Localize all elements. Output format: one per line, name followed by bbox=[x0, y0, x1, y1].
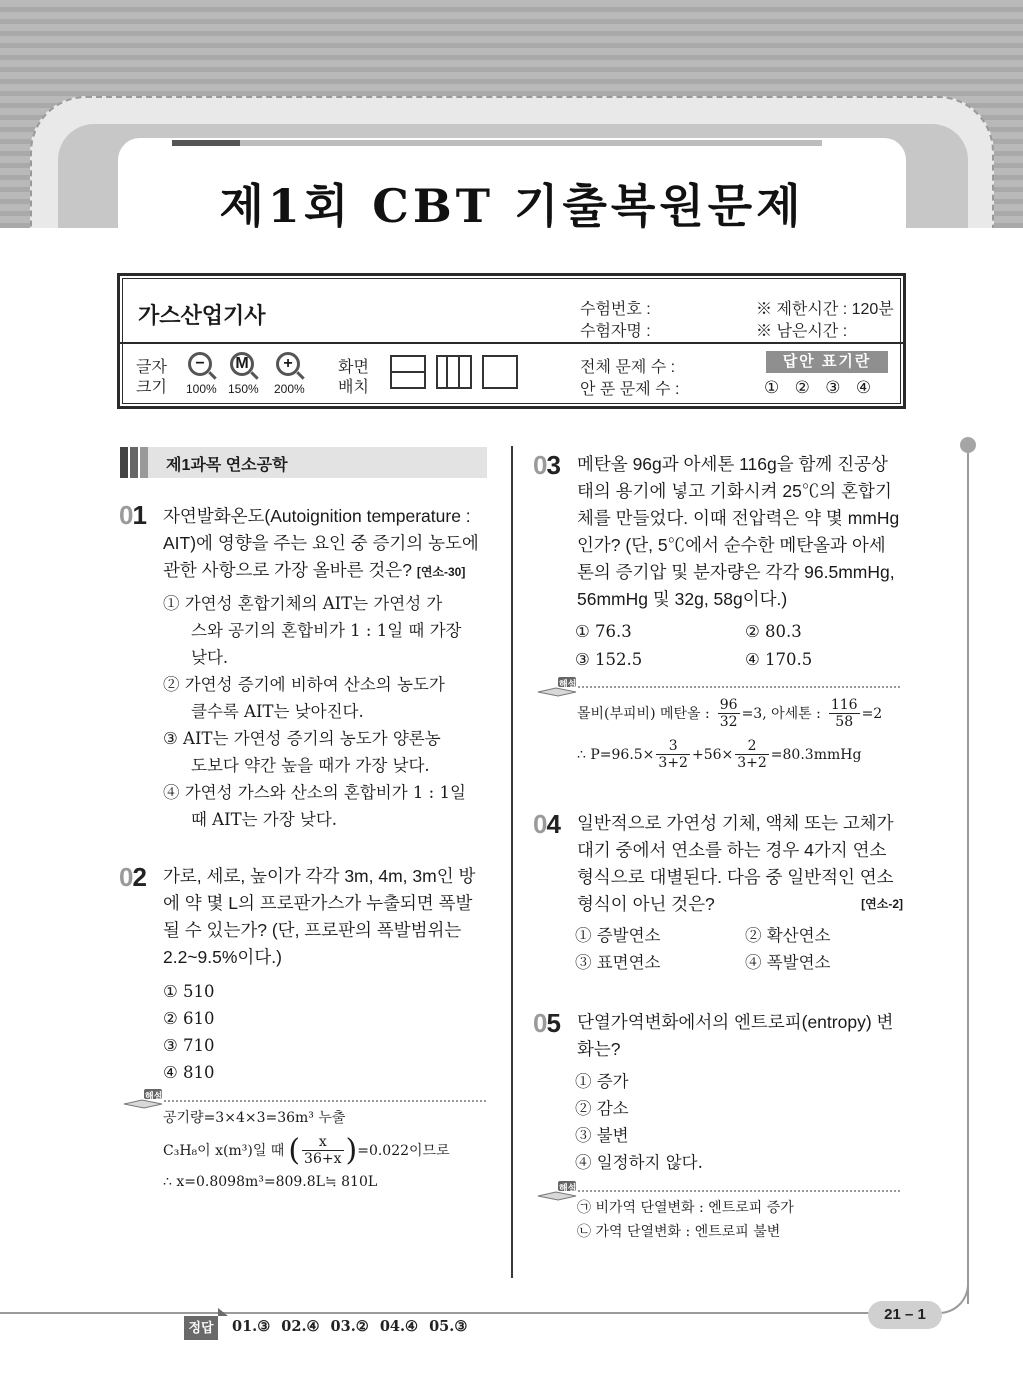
solution-divider bbox=[578, 1190, 900, 1192]
question-04-option-1[interactable]: ① 증발연소 bbox=[575, 926, 661, 945]
zoom-medium-icon[interactable]: M bbox=[230, 352, 254, 376]
layout-vertical-split-icon[interactable] bbox=[436, 355, 472, 389]
answer-key: 01.③ 02.④ 03.② 04.④ 05.③ bbox=[232, 1318, 468, 1335]
question-05-options[interactable]: ① 증가 ② 감소 ③ 불변 ④ 일정하지 않다. bbox=[575, 1072, 703, 1172]
question-03-option-2[interactable]: ② 80.3 bbox=[745, 622, 802, 641]
question-04-option-3[interactable]: ③ 표면연소 bbox=[575, 953, 661, 972]
solution-icon-text: 해설 bbox=[145, 1091, 163, 1101]
question-01-text: 자연발화온도(Autoignition temperature : AIT)에 영향을 주는 요인 중 증기의 농도에 관한 사항으로 가장 올바른 것은? [연소-30] bbox=[163, 506, 479, 580]
subject-title: 제1과목 연소공학 bbox=[166, 457, 288, 474]
font-size-label-2: 크기 bbox=[136, 379, 167, 396]
cbt-info-panel bbox=[117, 273, 906, 409]
zoom-200-label: 200% bbox=[274, 382, 305, 396]
solution-icon-text: 해설 bbox=[559, 679, 577, 689]
question-01-options[interactable]: ① 가연성 혼합기체의 AIT는 가연성 가 스와 공기의 혼합비가 1 : 1일 때 가장 낮다. ② 가연성 증기에 비하여 산소의 농도가 클수록 AIT는 낮아진다. ③ AIT는 가연성 증기의 농도가 양론농 도보다 약간 높을 때가 가장 낮다. ④ 가연성 가스와 산소의 혼합비가 1 : 1일 때 AIT는 가장 낮다. bbox=[163, 594, 466, 829]
title-accent-light bbox=[240, 140, 822, 146]
subject-marker bbox=[120, 447, 152, 478]
solution-icon-text: 해설 bbox=[559, 1183, 577, 1193]
exam-name: 가스산업기사 bbox=[138, 303, 266, 328]
question-02-solution-line2: C₃H₈이 x(m³)일 때 ( $\frac{x}{36+x}$ ) =0.022이므로 bbox=[163, 1132, 450, 1168]
question-04-option-2[interactable]: ② 확산연소 bbox=[745, 926, 831, 945]
total-questions-label: 전체 문제 수 : bbox=[580, 359, 676, 376]
solution-divider bbox=[578, 686, 900, 688]
unsolved-questions-label: 안 푼 문제 수 : bbox=[580, 381, 680, 398]
screen-layout-label-1: 화면 bbox=[338, 359, 369, 376]
question-04-option-4[interactable]: ④ 폭발연소 bbox=[745, 953, 831, 972]
question-01-tag: [연소-30] bbox=[416, 565, 466, 579]
exam-number-label: 수험번호 : bbox=[580, 301, 651, 318]
question-02-options[interactable]: ① 510 ② 610 ③ 710 ④ 810 bbox=[163, 982, 215, 1082]
zoom-out-icon[interactable]: − bbox=[188, 352, 212, 376]
screen-layout-label-2: 배치 bbox=[338, 379, 369, 396]
question-number-02: 02 bbox=[119, 862, 146, 892]
question-02-solution-line1: 공기량=3×4×3=36m³ 누출 bbox=[163, 1110, 346, 1126]
question-number-03: 03 bbox=[533, 450, 560, 480]
zoom-in-icon[interactable]: + bbox=[276, 352, 300, 376]
layout-single-icon[interactable] bbox=[482, 355, 518, 389]
page-number: 21 – 1 bbox=[868, 1301, 942, 1329]
page-title: 제1회 CBT 기출복원문제 bbox=[219, 179, 805, 233]
column-divider bbox=[511, 446, 513, 1278]
question-number-05: 05 bbox=[533, 1008, 560, 1038]
question-03-solution-line2: ∴ P=96.5× $\frac{3}{3+2}$ +56× $\frac{2}{3+2}$ =80.3mmHg bbox=[577, 738, 862, 771]
time-left: ※ 남은시간 : bbox=[756, 323, 848, 340]
footer-rule bbox=[0, 1312, 930, 1314]
title-accent-dark bbox=[172, 140, 240, 146]
question-03-option-4[interactable]: ④ 170.5 bbox=[745, 650, 813, 669]
question-04-tag: [연소-2] bbox=[861, 897, 903, 911]
question-number-01: 01 bbox=[119, 500, 146, 530]
question-05-text: 단열가역변화에서의 엔트로피(entropy) 변 화는? bbox=[577, 1012, 894, 1059]
layout-horizontal-split-icon[interactable] bbox=[390, 355, 426, 389]
right-margin-rule bbox=[967, 446, 969, 1304]
answer-sheet-label: 답안 표기란 bbox=[766, 351, 888, 373]
answer-key-flag bbox=[218, 1308, 228, 1316]
time-limit: ※ 제한시간 : 120분 bbox=[756, 301, 894, 318]
question-03-option-1[interactable]: ① 76.3 bbox=[575, 622, 632, 641]
solution-divider bbox=[164, 1100, 486, 1102]
question-03-text: 메탄올 96g과 아세톤 116g을 함께 진공상 태의 용기에 넣고 기화시켜 25℃의 혼합기 체를 만들었다. 이때 전압력은 약 몇 mmHg 인가? (단, 5℃에서 순수한 메탄올과 아세 톤의 증기압 및 분자량은 각각 96.5mmHg, 56mmHg 및 32g, 58g이다.) bbox=[577, 454, 900, 609]
answer-key-label: 정답 bbox=[184, 1316, 218, 1340]
panel-divider bbox=[120, 342, 903, 344]
question-02-solution-line3: ∴ x=0.8098m³=809.8L≒ 810L bbox=[163, 1174, 378, 1190]
question-03-option-3[interactable]: ③ 152.5 bbox=[575, 650, 643, 669]
answer-sheet-choices[interactable]: ① ② ③ ④ bbox=[764, 378, 872, 398]
question-05-solution-line1: ㉠ 비가역 단열변화 : 엔트로피 증가 bbox=[577, 1200, 794, 1216]
right-margin-dot bbox=[960, 437, 976, 453]
question-number-04: 04 bbox=[533, 809, 560, 839]
font-size-label-1: 글자 bbox=[136, 359, 167, 376]
exam-taker-label: 수험자명 : bbox=[580, 323, 651, 340]
question-02-text: 가로, 세로, 높이가 각각 3m, 4m, 3m인 방 에 약 몇 L의 프로판가스가 누출되면 폭발 될 수 있는가? (단, 프로판의 폭발범위는 2.2~9.5%이다.) bbox=[163, 866, 476, 967]
zoom-150-label: 150% bbox=[228, 382, 259, 396]
zoom-100-label: 100% bbox=[186, 382, 217, 396]
question-04-text: 일반적으로 가연성 기체, 액체 또는 고체가 대기 중에서 연소를 하는 경우 4가지 연소 형식으로 대별된다. 다음 중 일반적인 연소 형식이 아닌 것은? [연소-2] bbox=[577, 810, 903, 918]
question-05-solution-line2: ㉡ 가역 단열변화 : 엔트로피 불변 bbox=[577, 1224, 781, 1240]
question-03-solution-line1: 몰비(부피비) 메탄올 : $\frac{96}{32}$ =3, 아세톤 : $\frac{116}{58}$ =2 bbox=[577, 697, 883, 730]
